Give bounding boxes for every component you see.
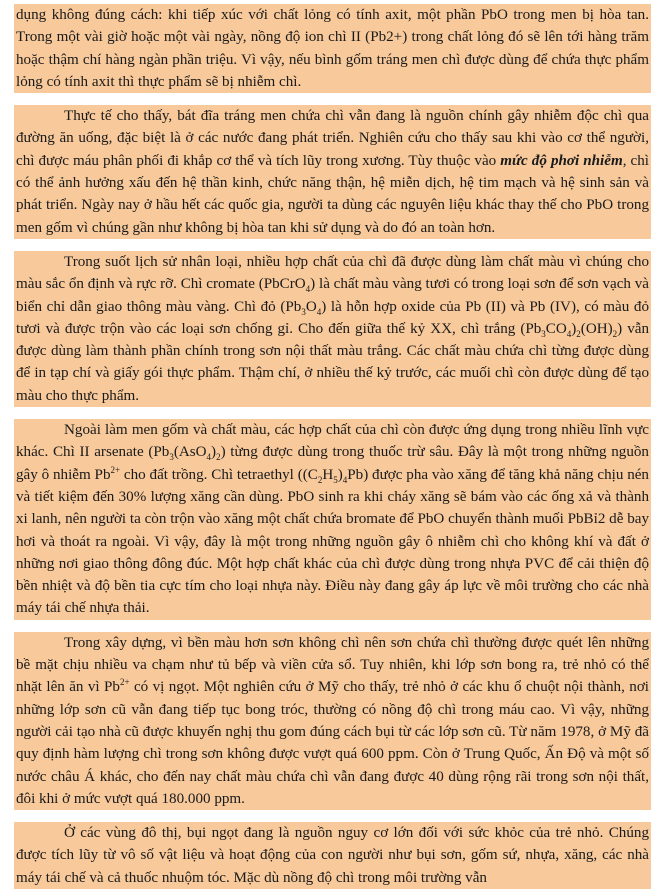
text-segment: 4 — [305, 284, 311, 295]
text-segment: Trong suốt lịch sử nhân loại, nhiều hợp chất của chì đã được dùng làm chất màu vì chúng cho màu sắc ổn định và rực rỡ. Chì cromate (PbCrO — [16, 253, 649, 293]
text-segment: ) — [337, 466, 343, 483]
paragraph-gap — [14, 810, 651, 822]
text-segment: 3 — [169, 452, 174, 463]
text-segment: 2 — [612, 328, 618, 339]
text-segment: 2 — [317, 474, 323, 485]
text-segment: (AsO — [173, 444, 207, 461]
text-segment: 5 — [333, 474, 338, 485]
text-segment: , chì có thể ảnh hưởng xấu đến hệ thần kinh, chức năng thận, hệ miễn dịch, hệ tim mạch và hệ sinh sản và phát triển. Ngày nay ở hầu hết các quốc gia, người ta dùng các nguyên liệu khác thay thế cho PbO trong men gốm vì chúng gần như không bị hòa tan khi sử dụng và do đó an toàn hơn. — [16, 152, 649, 236]
text-segment: dụng không đúng cách: khi tiếp xúc với chất lỏng có tính axit, một phần PbO trong men bị hòa tan. Trong một vài giờ hoặc một vài ngày, nồng độ ion chì II (Pb2+) trong chất lỏng đó sẽ lên tới hàng trăm hoặc thậm chí hàng ngàn phần triệu. Vì vậy, nếu bình gốm tráng men chì được dùng để chứa thực phẩm lỏng có tính axit thì thực phẩm sẽ bị nhiễm chì. — [16, 7, 649, 90]
paragraph-0 — [14, 4, 651, 93]
text-segment: (OH) — [580, 320, 613, 337]
text-segment: ) vẫn được dùng làm thành phần chính trong sơn nội thất màu trắng. Các chất màu chứa chì từng được dùng để in tạp chí và giấy gói thực phẩm. Thậm chí, ở nhiều thế kỷ trước, các muối chì còn được dùng để tạo màu cho thực phẩm. — [16, 320, 649, 404]
text-segment: 2+ — [110, 464, 121, 475]
text-segment: 3 — [301, 306, 306, 317]
text-segment: 4 — [342, 474, 348, 485]
paragraph-5 — [14, 822, 651, 889]
text-segment: O — [305, 298, 317, 315]
paragraph-3 — [14, 419, 651, 620]
text-segment: ) từng được dùng trong thuốc trừ sâu. Đây là một trong những nguồn gây ô nhiễm Pb — [16, 444, 649, 483]
text-segment: Trong xây dựng, vì bền màu hơn sơn không chì nên sơn chứa chì thường được quét lên những bề mặt chịu nhiều va chạm như tủ bếp và viền cửa sổ. Tuy nhiên, khi lớp sơn bong ra, trẻ nhỏ có thể nhặt lên ăn vì Pb — [16, 634, 649, 696]
text-segment: 2+ — [119, 677, 130, 688]
paragraph-2 — [14, 251, 651, 407]
text-segment: ) — [211, 444, 217, 461]
text-segment: 4 — [566, 328, 572, 339]
text-segment: cho đất trồng. Chì tetraethyl ((C — [120, 466, 318, 483]
text-segment: 3 — [541, 328, 546, 339]
text-segment: Thực tế cho thấy, bát đĩa tráng men chứa chì vẫn đang là nguồn chính gây nhiễm độc chì qua đường ăn uống, đặc biệt là ở các nước đang phát triển. Nghiên cứu cho thấy sau khi vào cơ thể người, chì được máu phân phối đi khắp cơ thể và tích lũy trong xương. Tùy thuộc vào — [16, 108, 649, 169]
text-segment: 4 — [206, 452, 212, 463]
text-segment: ) — [571, 320, 577, 337]
text-segment: ) là chất màu vàng tươi có trong loại sơn để sơn vạch và biển chỉ dẫn giao thông màu vàng. Chì đỏ (Pb — [16, 276, 649, 315]
paragraph-gap — [14, 620, 651, 632]
text-segment: 2 — [576, 328, 581, 339]
text-segment: CO — [545, 320, 567, 337]
paragraph-gap — [14, 93, 651, 105]
text-segment: Ngoài làm men gốm và chất màu, các hợp chất của chì còn được ứng dụng trong nhiều lĩnh vực khác. Chì II arsenate (Pb — [16, 422, 649, 461]
paragraph-gap — [14, 407, 651, 419]
paragraph-1 — [14, 105, 651, 239]
paragraph-gap — [14, 239, 651, 251]
text-segment: có vị ngọt. Một nghiên cứu ở Mỹ cho thấy, trẻ nhỏ ở các khu ổ chuột nội thành, nơi những lớp sơn cũ vẫn đang tiếp tục bong tróc, thường có nồng độ chì trong máu cao. Vì vậy, những người cải tạo nhà cũ được khuyến nghị thu gom đúng cách bụi từ các lớp sơn cũ. Từ năm 1978, ở Mỹ đã quy định hàm lượng chì trong sơn không được vượt quá 600 ppm. Còn ở Trung Quốc, Ấn Độ và một số nước châu Á khác, cho đến nay chất màu chứa chì vẫn đang được 40 dùng rộng rãi trong sơn nội thất, đôi khi ở mức vượt quá 180.000 ppm. — [16, 679, 650, 807]
text-segment: Pb) được pha vào xăng để tăng khả năng chịu nén và tiết kiệm đến 30% lượng xăng cần dùng. PbO sinh ra khi cháy xăng sẽ bám vào các ống xả và thành xi lanh, nên người ta còn trộn vào xăng một chất chứa bromate để PbO chuyển thành muối PbBỉ2 dễ bay hơi và thoát ra ngoài. Vì vậy, đây là một trong những nguồn gây ô nhiễm chì cho không khí và đất ở những nơi giao thông đông đúc. Một hợp chất khác của chì được dùng trong nhựa PVC để cải thiện độ bền nhiệt và độ bền tia cực tím cho loại nhựa này. Điều này đang gây áp lực về môi trường cho các nhà máy tái chế nhựa thải. — [16, 466, 649, 617]
paragraph-4 — [14, 632, 651, 810]
text-segment: ) là hỗn hợp oxide của Pb (II) và Pb (IV), có màu đỏ tươi và được trộn vào các loại sơn chống gỉ. Cho đến giữa thế kỷ XX, chì trắng (Pb — [16, 298, 649, 337]
text-segment: H — [322, 466, 334, 483]
text-segment: mức độ phơi nhiễm — [500, 152, 623, 169]
text-segment: Ở các vùng đô thị, bụi ngọt đang là nguồn nguy cơ lớn đối với sức khỏc của trẻ nhỏ. Chúng được tích lũy từ vô số vật liệu và hoạt động của con người như bụi sơn, gốm sứ, nhựa, xăng, các nhà máy tái chế và cả thuốc nhuộm tóc. Mặc dù nồng độ chì trong môi trường vẫn — [16, 825, 649, 886]
text-segment: 4 — [316, 306, 322, 317]
text-segment: 2 — [216, 452, 221, 463]
